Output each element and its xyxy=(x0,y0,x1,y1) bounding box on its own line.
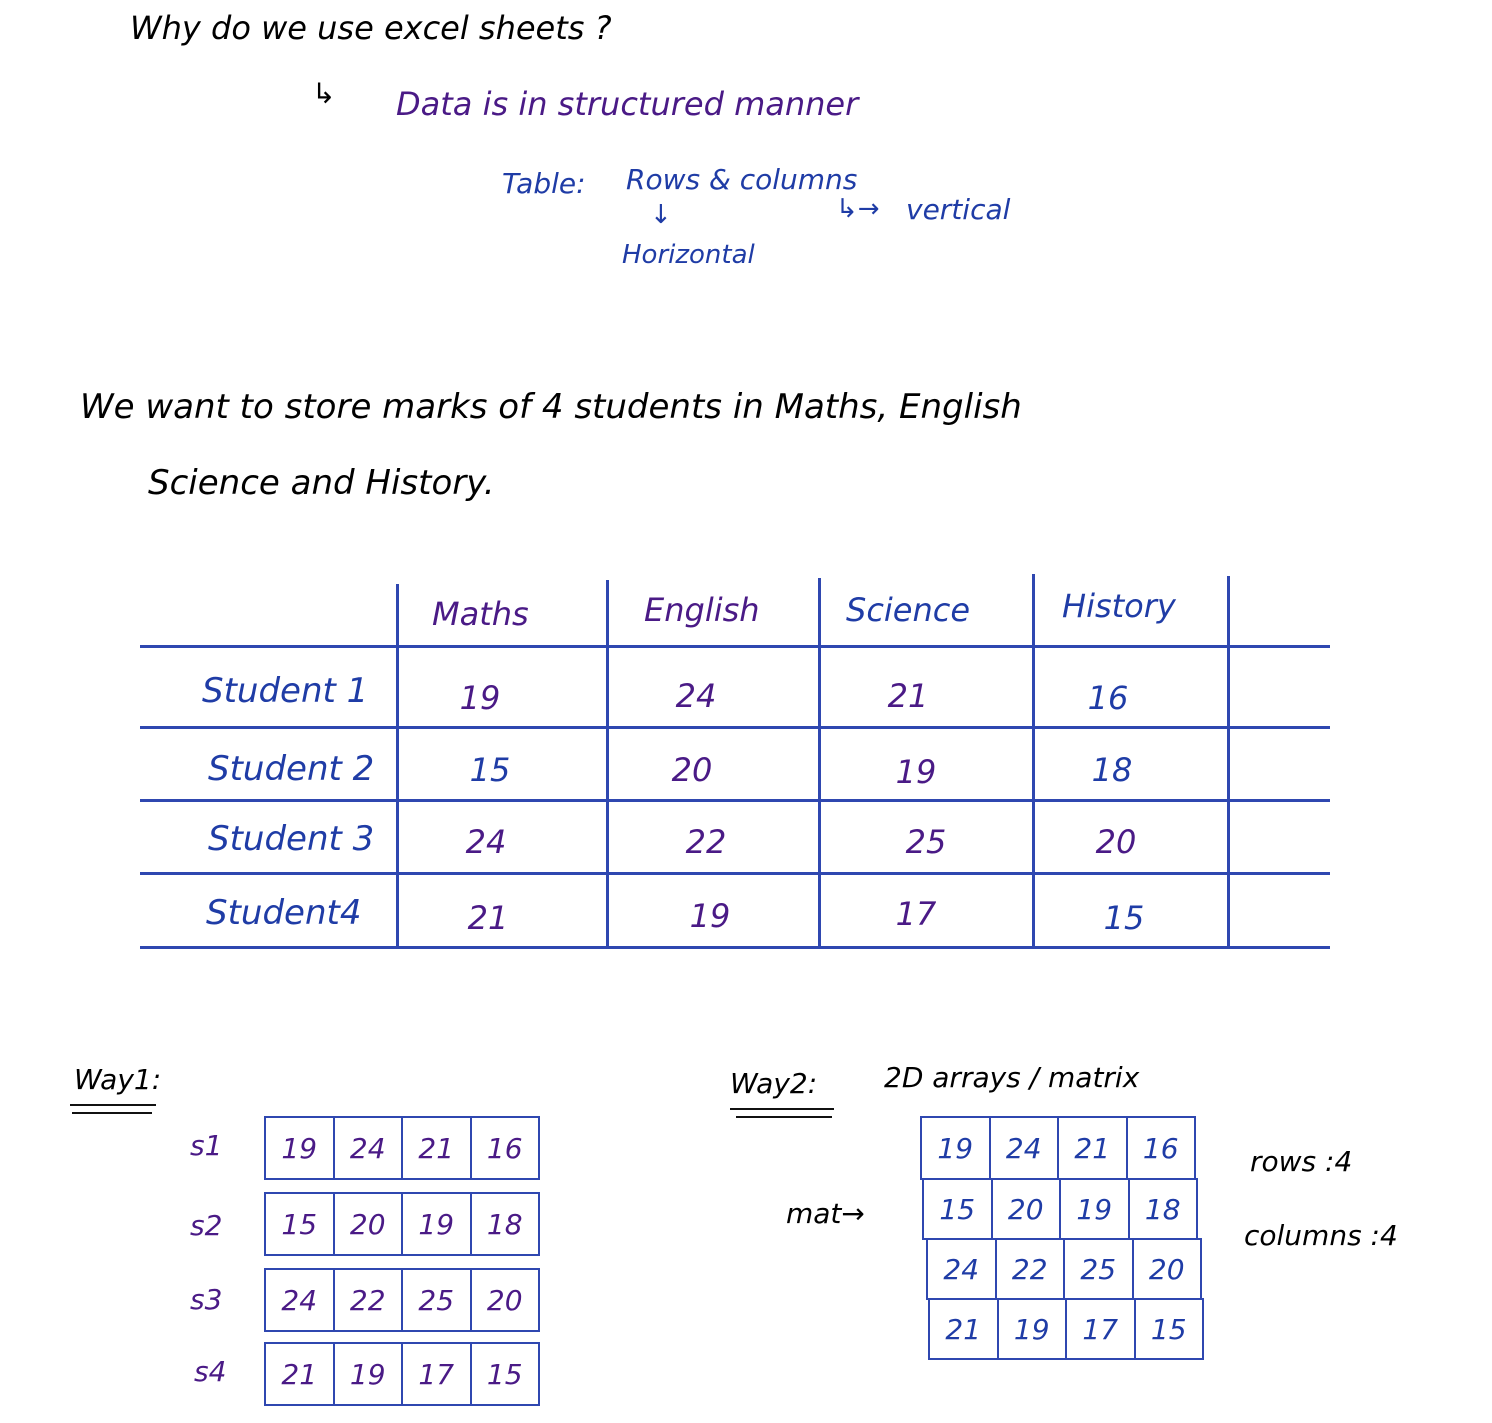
table-cell: 24 xyxy=(465,823,507,861)
array-cell: 15 xyxy=(281,1207,318,1241)
array-cell: 24 xyxy=(281,1283,318,1317)
array-cell: 20 xyxy=(470,1270,539,1330)
way1-label-s2: s2 xyxy=(190,1209,223,1242)
array-cell: 21 xyxy=(401,1118,470,1178)
matrix-cell: 15 xyxy=(1134,1300,1203,1358)
array-cell: 15 xyxy=(470,1344,539,1404)
mat-label: mat→ xyxy=(786,1197,865,1230)
matrix-cell: 21 xyxy=(945,1312,982,1346)
matrix-cell: 19 xyxy=(937,1131,974,1165)
way1-array-s4 xyxy=(264,1342,540,1406)
matrix-cell: 19 xyxy=(997,1300,1066,1358)
table-cell: 20 xyxy=(671,751,713,789)
way1-array-s1 xyxy=(264,1116,540,1180)
columns-note: columns :4 xyxy=(1244,1219,1398,1252)
matrix-cell: 16 xyxy=(1126,1118,1195,1178)
intro-question: Why do we use excel sheets ? xyxy=(130,9,612,47)
matrix-cell: 15 xyxy=(939,1192,976,1226)
matrix-cell: 20 xyxy=(1132,1240,1201,1298)
array-cell: 22 xyxy=(333,1270,402,1330)
way2-subtitle: 2D arrays / matrix xyxy=(884,1061,1140,1094)
table-cell: 19 xyxy=(895,753,937,791)
rows-note: rows :4 xyxy=(1250,1145,1353,1178)
problem-line1: We want to store marks of 4 students in Maths, English xyxy=(80,387,1022,427)
way1-title: Way1: xyxy=(74,1063,162,1096)
row-label-student-3: Student 3 xyxy=(208,819,375,859)
array-cell: 17 xyxy=(401,1344,470,1404)
vertical-text: vertical xyxy=(906,193,1011,226)
header-maths: Maths xyxy=(432,595,529,633)
matrix-cell: 21 xyxy=(1057,1118,1126,1178)
table-cell: 21 xyxy=(467,899,509,937)
answer-arrow: ↳ xyxy=(312,77,336,110)
way1-label-s3: s3 xyxy=(190,1283,223,1316)
table-cell: 24 xyxy=(675,677,717,715)
way1-label-s4: s4 xyxy=(194,1355,227,1388)
matrix-cell: 22 xyxy=(995,1240,1064,1298)
table-cell: 15 xyxy=(469,751,511,789)
table-label: Table: xyxy=(502,167,586,200)
matrix-cell: 18 xyxy=(1128,1180,1197,1238)
matrix-cell: 24 xyxy=(943,1252,980,1286)
matrix-cell: 20 xyxy=(991,1180,1060,1238)
matrix-cell: 17 xyxy=(1065,1300,1134,1358)
table-cell: 22 xyxy=(685,823,727,861)
array-cell: 21 xyxy=(281,1357,318,1391)
problem-line2: Science and History. xyxy=(148,463,495,503)
array-cell: 24 xyxy=(333,1118,402,1178)
way1-label-s1: s1 xyxy=(190,1129,223,1162)
array-cell: 18 xyxy=(470,1194,539,1254)
down-arrow: ↓ xyxy=(650,200,672,230)
way2-matrix-row-3 xyxy=(926,1238,1202,1300)
horizontal-text: Horizontal xyxy=(622,240,755,270)
array-cell: 16 xyxy=(470,1118,539,1178)
array-cell: 25 xyxy=(401,1270,470,1330)
row-label-student-4: Student4 xyxy=(206,893,362,933)
row-label-student-1: Student 1 xyxy=(202,671,369,711)
table-cell: 19 xyxy=(689,897,731,935)
table-cell: 15 xyxy=(1103,899,1145,937)
table-cell: 25 xyxy=(905,823,947,861)
header-history: History xyxy=(1062,587,1176,625)
right-arrow: ↳→ xyxy=(836,194,880,224)
way2-matrix-row-1 xyxy=(920,1116,1196,1180)
way2-matrix-row-2 xyxy=(922,1178,1198,1240)
way1-array-s2 xyxy=(264,1192,540,1256)
table-cell: 19 xyxy=(459,679,501,717)
array-cell: 19 xyxy=(333,1344,402,1404)
header-science: Science xyxy=(846,591,971,629)
rows-columns-text: Rows & columns xyxy=(626,163,858,196)
intro-answer: Data is in structured manner xyxy=(396,85,859,123)
table-cell: 16 xyxy=(1087,679,1129,717)
way2-title: Way2: xyxy=(730,1067,818,1100)
array-cell: 19 xyxy=(401,1194,470,1254)
header-english: English xyxy=(644,591,760,629)
array-cell: 20 xyxy=(333,1194,402,1254)
matrix-cell: 25 xyxy=(1063,1240,1132,1298)
table-cell: 17 xyxy=(895,895,937,933)
table-cell: 20 xyxy=(1095,823,1137,861)
matrix-cell: 24 xyxy=(989,1118,1058,1178)
matrix-cell: 19 xyxy=(1059,1180,1128,1238)
way2-matrix-row-4 xyxy=(928,1298,1204,1360)
row-label-student-2: Student 2 xyxy=(208,749,375,789)
array-cell: 19 xyxy=(281,1131,318,1165)
table-cell: 21 xyxy=(887,677,929,715)
table-cell: 18 xyxy=(1091,751,1133,789)
way1-array-s3 xyxy=(264,1268,540,1332)
